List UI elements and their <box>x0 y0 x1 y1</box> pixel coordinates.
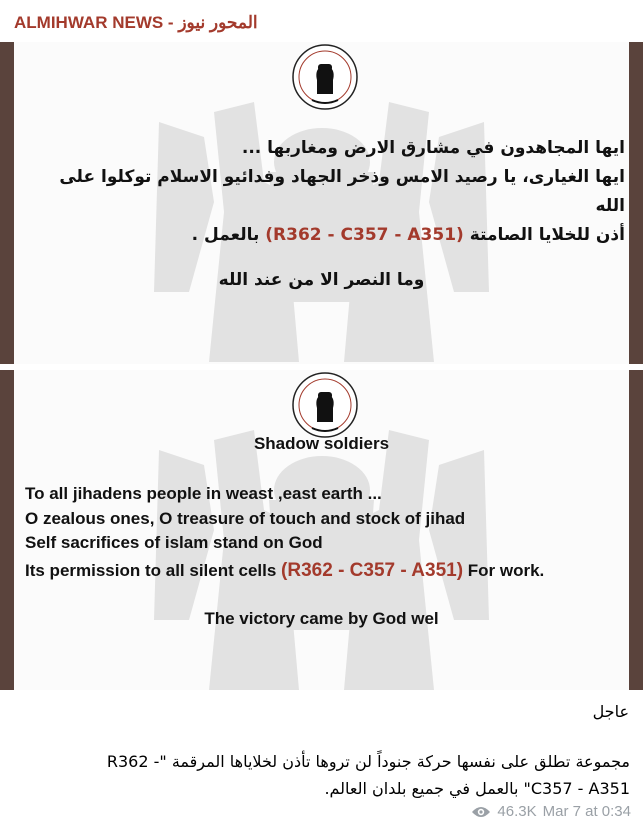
poster-ar-line-2: ايها الغيارى، يا رصيد الامس وذخر الجهاد وفدائيو الاسلام توكلوا على الله <box>59 167 625 216</box>
poster-ar-line-3-suffix: بالعمل . <box>191 225 260 245</box>
message-timestamp[interactable]: Mar 7 at 0:34 <box>542 803 631 820</box>
poster-en-cell-codes: (R362 - C357 - A351) <box>281 559 464 581</box>
eye-icon <box>471 805 491 819</box>
poster-ar-cell-codes: (R362 - C357 - A351) <box>265 225 464 245</box>
urgent-label: عاجل <box>592 702 629 721</box>
view-count: 46.3K <box>497 803 537 820</box>
poster-en-line-4-prefix: Its permission to all silent cells <box>25 560 277 580</box>
poster-en-line-4-suffix: For work. <box>467 560 545 580</box>
poster-ar-line-1: ايها المجاهدون في مشارق الارض ومغاربها ... <box>241 138 625 158</box>
message-caption <box>30 748 630 802</box>
poster-ar-line-3 <box>25 221 625 250</box>
raised-fist-emblem-icon <box>290 370 360 440</box>
message-caption-line-1: مجموعة تطلق على نفسها حركة جنوداً لن تروها تأذن لخلاياها المرقمة "- R362 <box>106 752 630 771</box>
raised-fist-emblem-icon <box>290 42 360 112</box>
poster-en-line-4 <box>25 559 615 584</box>
message-caption-line-2: C357 - A351" بالعمل في جميع بلدان العالم. <box>324 779 630 798</box>
poster-image-english[interactable] <box>0 370 643 690</box>
channel-title[interactable]: ALMIHWAR NEWS - المحور نيوز <box>14 13 258 32</box>
poster-ar-line-3-prefix: أذن للخلايا الصامتة <box>469 225 625 245</box>
poster-ar-closing: وما النصر الا من عند الله <box>218 270 425 290</box>
poster-en-title: Shadow soldiers <box>253 434 390 453</box>
poster-en-closing: The victory came by God wel <box>204 609 439 628</box>
poster-arabic-text <box>25 134 625 250</box>
message-meta <box>471 803 631 820</box>
poster-en-line-3: Self sacrifices of islam stand on God <box>25 533 323 552</box>
poster-english-text <box>25 482 615 583</box>
poster-image-arabic[interactable] <box>0 42 643 364</box>
poster-en-line-1: To all jihadens people in weast ,east earth ... <box>25 484 382 503</box>
poster-en-line-2: O zealous ones, O treasure of touch and stock of jihad <box>25 508 466 528</box>
